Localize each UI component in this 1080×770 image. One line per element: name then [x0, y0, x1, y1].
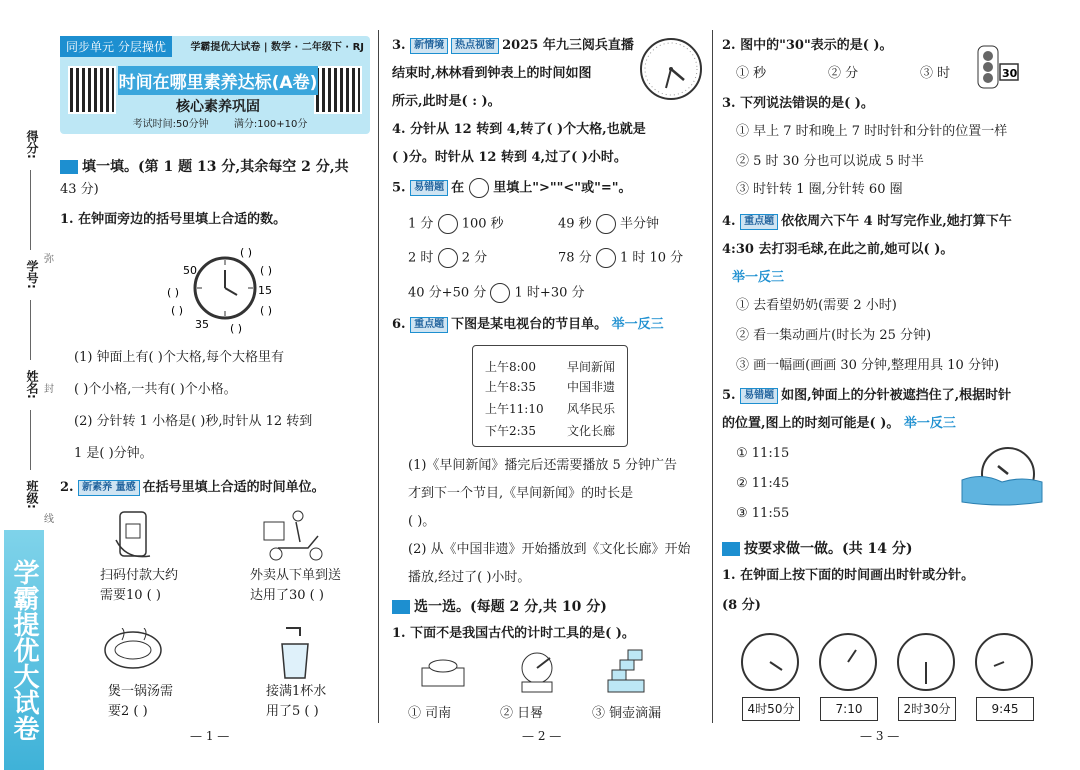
q3-line2: 结束时,林林看到钟表上的时间如图 [392, 66, 592, 81]
bind-mark: 线 [44, 514, 54, 525]
sundial-illustration [514, 650, 560, 694]
section-2-title: 选一选。(每题 2 分,共 10 分) [392, 596, 607, 616]
clock-q1 [165, 240, 285, 335]
exam-subtitle: 核心素养巩固 [176, 99, 260, 115]
s3-q1-score: (8 分) [722, 598, 761, 613]
q6-1-line3: ( )。 [408, 514, 436, 529]
compare-3: 2 时 2 分 [408, 248, 487, 269]
item-2-line2: 达用了30 ( ) [250, 588, 324, 603]
q5-text: 5. 易错题 在 里填上">""<"或"="。 [392, 178, 632, 199]
item-3-line2: 要2 ( ) [108, 704, 148, 719]
water-cup-illustration [276, 624, 316, 682]
full-score: 满分:100+10分 [233, 119, 308, 130]
q3-option: ③ 时针转 1 圈,分针转 60 圈 [736, 182, 903, 197]
draw-clock-4 [976, 634, 1032, 690]
unit-tag: 同步单元 分层操优 [60, 36, 172, 57]
clock-label: ( ) [167, 286, 180, 299]
compare-circle[interactable] [596, 214, 616, 234]
q6-2-line2: 播放,经过了( )小时。 [408, 570, 531, 585]
time-label-1: 4时50分 [742, 697, 800, 721]
q2-option: ① 秒 [736, 66, 767, 81]
id-label: 学号: [25, 260, 39, 289]
section-3-title: 按要求做一做。(共 14 分) [722, 538, 912, 558]
compare-5: 40 分+50 分 1 时+30 分 [408, 283, 585, 304]
schedule-row: 下午2:35 文化长廊 [485, 424, 615, 438]
score-label: 得分: [25, 130, 39, 159]
page-2 [378, 0, 714, 763]
traffic-light [976, 44, 1020, 90]
compare-4: 78 分 1 时 10 分 [558, 248, 683, 269]
compass-illustration [420, 652, 466, 692]
draw-clocks [738, 632, 1068, 694]
q3-line3: 所示,此时是( : )。 [392, 94, 501, 109]
time-label-2: 7:10 [820, 697, 878, 721]
extend-link[interactable]: 举一反三 [732, 270, 785, 285]
name-label: 姓名: [25, 370, 39, 399]
item-1-line1: 扫码付款大约 [100, 568, 179, 583]
compare-circle[interactable] [490, 283, 510, 303]
section-1-title-cont: 43 分) [60, 182, 99, 197]
item-3-line1: 煲一锅汤需 [108, 684, 174, 699]
clock-label: ( ) [171, 304, 184, 317]
qr-code-right [314, 66, 362, 114]
clock-label: 15 [258, 284, 272, 297]
q4-option: ③ 画一幅画(画画 30 分钟,整理用具 10 分钟) [736, 358, 1000, 373]
option-sundial: ② 日晷 [500, 706, 544, 721]
draw-clock-2 [820, 634, 876, 690]
water-clock-illustration [606, 648, 646, 694]
section-1-title: 填一填。(第 1 题 13 分,其余每空 2 分,共 [60, 156, 349, 176]
exam-header [60, 36, 370, 134]
page-1 [0, 0, 378, 763]
q5-line2: 的位置,图上的时刻可能是( )。 举一反三 [722, 416, 956, 431]
q6-1-line1: (1)《早间新闻》播完后还需要播放 5 分钟广告 [408, 458, 677, 473]
page-number: — 2 — [522, 729, 562, 743]
bind-mark: 弥 [44, 254, 54, 265]
tv-schedule [472, 345, 628, 447]
compare-1: 1 分 100 秒 [408, 214, 504, 235]
phone-illustration [110, 510, 160, 565]
parade-clock [638, 36, 704, 102]
clock-label: ( ) [240, 246, 253, 259]
q3-option: ② 5 时 30 分也可以说成 5 时半 [736, 154, 924, 169]
q6-text: 6. 重点题 下图是某电视台的节目单。 举一反三 [392, 317, 664, 332]
q5-line1: 5. 易错题 如图,钟面上的分针被遮挡住了,根据时针 [722, 388, 1012, 403]
q2-tag: 新素养 量感 [78, 480, 139, 496]
option-compass: ① 司南 [408, 706, 452, 721]
q6-1-line2: 才到下一个节目,《早间新闻》的时长是 [408, 486, 634, 501]
item-2-line1: 外卖从下单到送 [250, 568, 342, 583]
clock-label: ( ) [260, 304, 273, 317]
clock-label: ( ) [260, 264, 273, 277]
covered-clock [958, 444, 1048, 506]
q5-option: ③ 11:55 [736, 506, 790, 521]
page-3 [714, 0, 1080, 763]
q3-text: 3. 下列说法错误的是( )。 [722, 96, 874, 111]
draw-clock-1 [742, 634, 798, 690]
q4-line1: 4. 分针从 12 转到 4,转了( )个大格,也就是 [392, 122, 646, 137]
qr-code-left [68, 66, 116, 114]
item-4-line2: 用了5 ( ) [266, 704, 319, 719]
compare-circle[interactable] [438, 214, 458, 234]
exam-info [120, 115, 320, 130]
q1-text: 1. 在钟面旁边的括号里填上合适的数。 [60, 212, 287, 227]
time-limit: 考试时间:50分钟 [132, 119, 209, 130]
scooter-illustration [260, 508, 330, 568]
page-number: — 3 — [860, 729, 900, 743]
schedule-row: 上午11:10 风华民乐 [485, 402, 615, 416]
compare-circle[interactable] [438, 248, 458, 268]
time-label-3: 2时30分 [898, 697, 956, 721]
q4-line2: 4:30 去打羽毛球,在此之前,她可以( )。 [722, 242, 954, 257]
q4-option: ① 去看望奶奶(需要 2 小时) [736, 298, 897, 313]
spine-title: 学霸提优大试卷 [4, 530, 44, 770]
q3-option: ① 早上 7 时和晚上 7 时时针和分针的位置一样 [736, 124, 1008, 139]
pot-illustration [100, 628, 166, 678]
clock-label: 35 [195, 318, 209, 331]
compare-2: 49 秒 半分钟 [558, 214, 659, 235]
q4-line1: 4. 重点题 依依周六下午 4 时写完作业,她打算下午 [722, 214, 1012, 229]
option-water-clock: ③ 铜壶滴漏 [592, 706, 662, 721]
page-number: — 1 — [190, 729, 230, 743]
q3-line1: 3. 新情境 热点视窗 2025 年九三阅兵直播 [392, 38, 634, 53]
schedule-row: 上午8:35 中国非遗 [485, 380, 615, 394]
q4-option: ② 看一集动画片(时长为 25 分钟) [736, 328, 932, 343]
q4-line2: ( )分。时针从 12 转到 4,过了( )小时。 [392, 150, 627, 165]
time-label-4: 9:45 [976, 697, 1034, 721]
bind-mark: 封 [44, 384, 54, 395]
q1-1-line2: ( )个小格,一共有( )个小格。 [74, 382, 237, 397]
q1-2-line1: (2) 分针转 1 小格是( )秒,时针从 12 转到 [74, 414, 313, 429]
light-countdown: 30 [1002, 67, 1018, 80]
compare-circle[interactable] [596, 248, 616, 268]
schedule-row: 上午8:00 早间新闻 [485, 360, 615, 374]
clock-label: ( ) [230, 322, 243, 335]
item-4-line1: 接满1杯水 [266, 684, 327, 699]
draw-clock-3 [898, 634, 954, 690]
s3-q1-text: 1. 在钟面上按下面的时间画出时针或分针。 [722, 568, 975, 583]
q2-text: 2. 新素养 量感 在括号里填上合适的时间单位。 [60, 480, 325, 495]
s2-q1-text: 1. 下面不是我国古代的计时工具的是( )。 [392, 626, 635, 641]
series-name: 学霸提优大试卷 | 数学 · 二年级下 · RJ [190, 42, 364, 53]
class-label: 班级: [25, 480, 39, 509]
q2-option: ③ 时 [920, 66, 951, 81]
item-1-line2: 需要10 ( ) [100, 588, 161, 603]
q5-option: ① 11:15 [736, 446, 790, 461]
q1-2-line2: 1 是( )分钟。 [74, 446, 153, 461]
extend-link: 举一反三 [611, 317, 664, 332]
clock-label: 50 [183, 264, 197, 277]
q5-option: ② 11:45 [736, 476, 790, 491]
exam-title: 时间在哪里素养达标(A卷) [118, 66, 318, 95]
q2-text: 2. 图中的"30"表示的是( )。 [722, 38, 893, 53]
q6-2-line1: (2) 从《中国非遗》开始播放到《文化长廊》开始 [408, 542, 691, 557]
binding-margin [4, 30, 54, 741]
q2-option: ② 分 [828, 66, 859, 81]
q1-1-line1: (1) 钟面上有( )个大格,每个大格里有 [74, 350, 284, 365]
